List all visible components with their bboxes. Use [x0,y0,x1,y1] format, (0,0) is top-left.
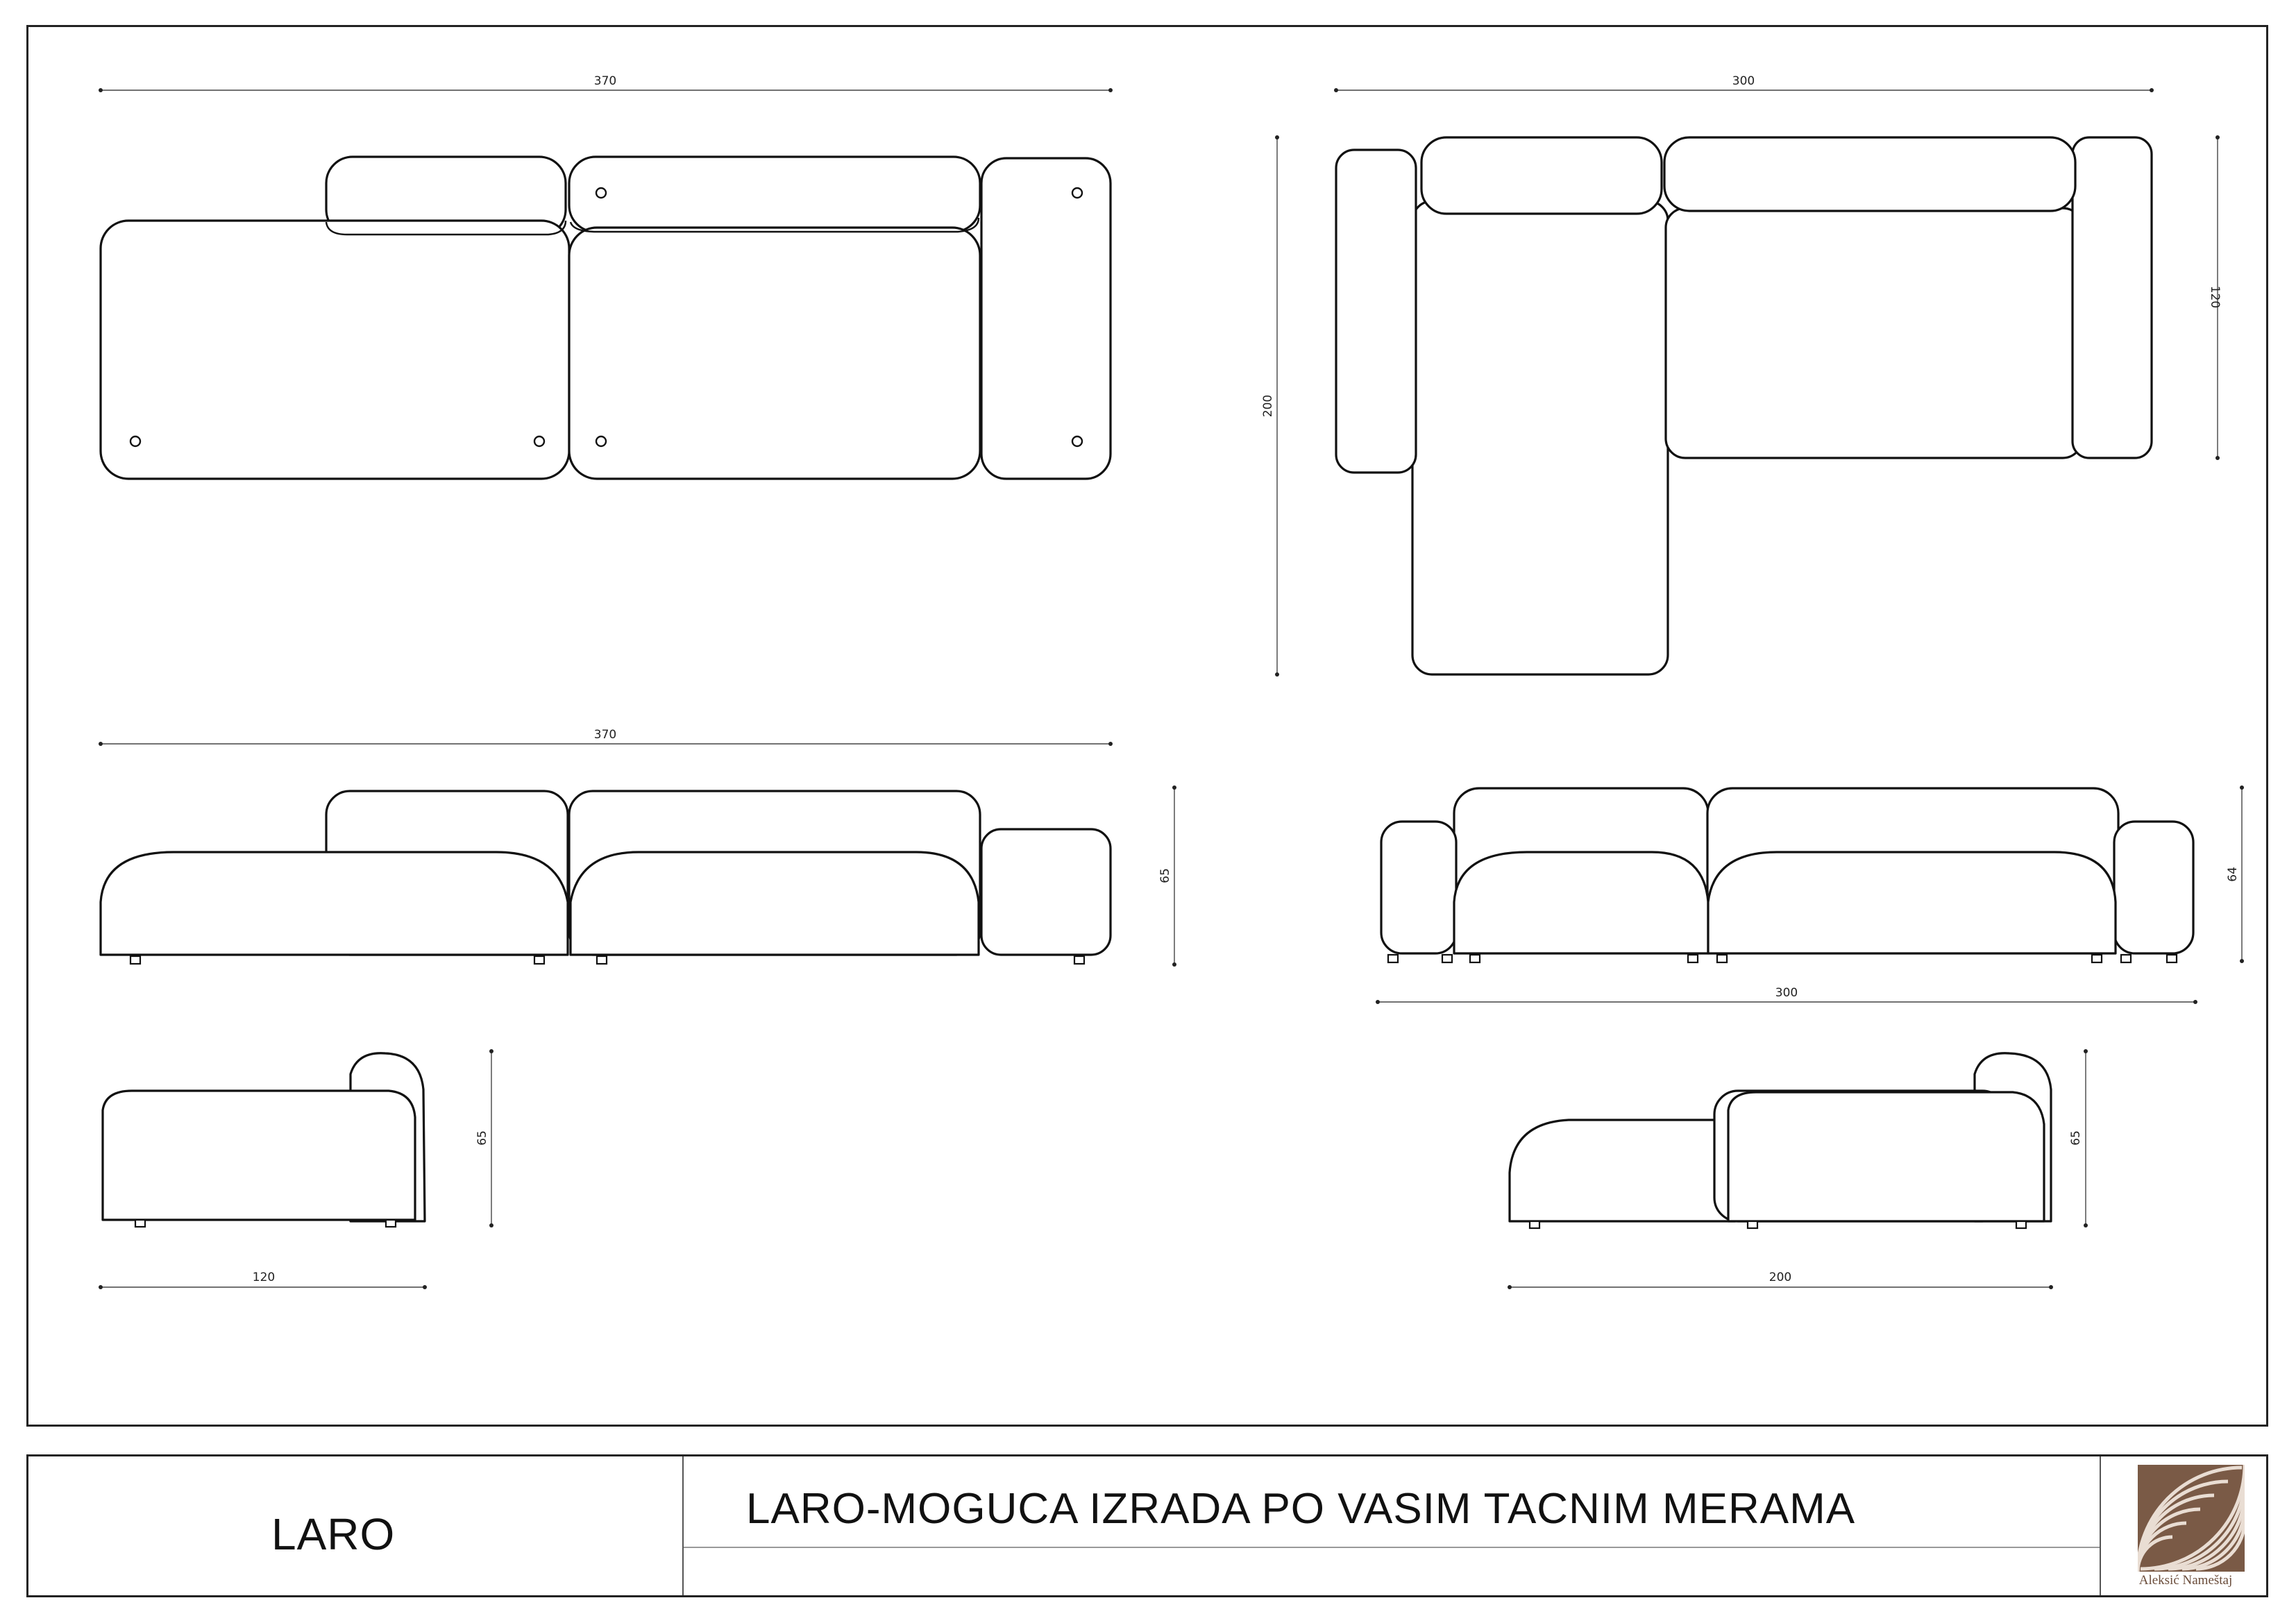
front-view-right [1376,785,2244,1004]
side-view-right [1508,1049,2088,1289]
dim-width-label: 300 [1732,74,1755,88]
description-divider [684,1547,2100,1548]
side-view-left [99,1049,493,1289]
dim-height-label: 65 [1158,868,1172,883]
dim-width-label: 370 [593,728,617,742]
logo-cell [2100,1456,2270,1595]
dim-height-label: 65 [475,1130,489,1146]
dim-seat-depth-label: 120 [2208,285,2222,309]
dim-width-label: 300 [1775,986,1798,1000]
description-cell [684,1456,2100,1595]
top-view-left [99,74,1113,479]
dim-depth-label: 200 [1261,394,1275,418]
dim-height-label: 64 [2226,867,2240,882]
product-name: LARO [271,1509,396,1559]
company-logo [2138,1465,2245,1572]
company-name: Aleksić Nameštaj [2138,1573,2233,1588]
title-block [26,1454,2268,1597]
dim-height-label: 65 [2069,1130,2083,1146]
product-description: LARO-MOGUCA IZRADA PO VASIM TACNIM MERAMA [746,1485,1856,1533]
front-view-left [99,728,1176,967]
product-name-cell [28,1456,684,1595]
logo-wave-icon [2138,1465,2245,1572]
dim-width-label: 120 [252,1271,276,1284]
top-view-right [1261,74,2222,677]
dim-width-label: 200 [1769,1271,1792,1284]
dim-width-label: 370 [593,74,617,88]
